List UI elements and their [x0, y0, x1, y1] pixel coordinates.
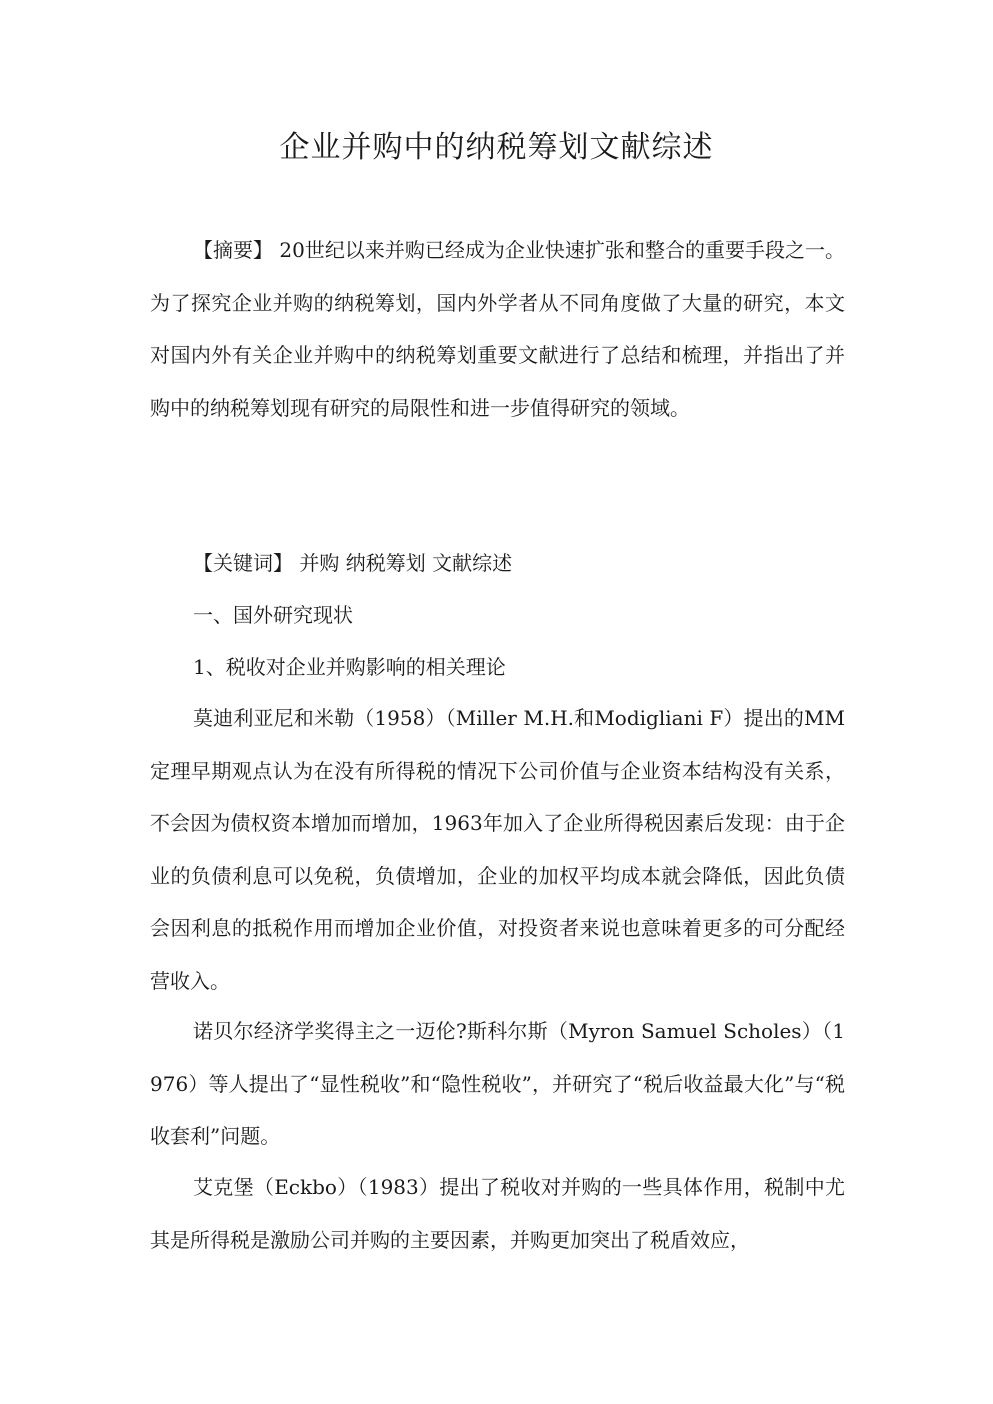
abstract-text: 20世纪以来并购已经成为企业快速扩张和整合的重要手段之一。为了探究企业并购的纳税筹划，国内外学者从不同角度做了大量的研究，本文对国内外有关企业并购中的纳税筹划重要文献进行了总结和梳理，并指出了并购中的纳税筹划现有研究的局限性和进一步值得研究的领域。 — [150, 238, 846, 420]
keywords-line — [150, 537, 845, 590]
document-title: 企业并购中的纳税筹划文献综述 — [279, 130, 714, 165]
abstract-paragraph — [150, 224, 845, 434]
subsection-heading: 1、税收对企业并购影响的相关理论 — [193, 655, 506, 679]
keywords-label: 【关键词】 — [193, 551, 293, 575]
section-heading: 一、国外研究现状 — [193, 603, 353, 627]
body-paragraph-eckbo: 艾克堡（Eckbo）（1983）提出了税收对并购的一些具体作用，税制中尤其是所得税是激励公司并购的主要因素，并购更加突出了税盾效应， — [150, 1175, 845, 1252]
abstract-label: 【摘要】 — [193, 238, 274, 262]
body-paragraph-mm-theorem: 莫迪利亚尼和米勒（1958）（Miller M.H.和Modigliani F）提出的MM 定理早期观点认为在没有所得税的情况下公司价值与企业资本结构没有关系，不会因为债权资本增加而增加，1963年加入了企业所得税因素后发现：由于企业的负债利息可以免税，负债增加，企业的加权平均成本就会降低，因此负债会因利息的抵税作用而增加企业价值，对投资者来说也意味着更多的可分配经营收入。 — [150, 706, 845, 993]
keywords-text: 并购 纳税筹划 文献综述 — [293, 551, 513, 575]
body-paragraph-scholes: 诺贝尔经济学奖得主之一迈伦?斯科尔斯（Myron Samuel Scholes）（1976）等人提出了“显性税收”和“隐性税收”，并研究了“税后收益最大化”与“税收套利”问题。 — [150, 1019, 845, 1148]
